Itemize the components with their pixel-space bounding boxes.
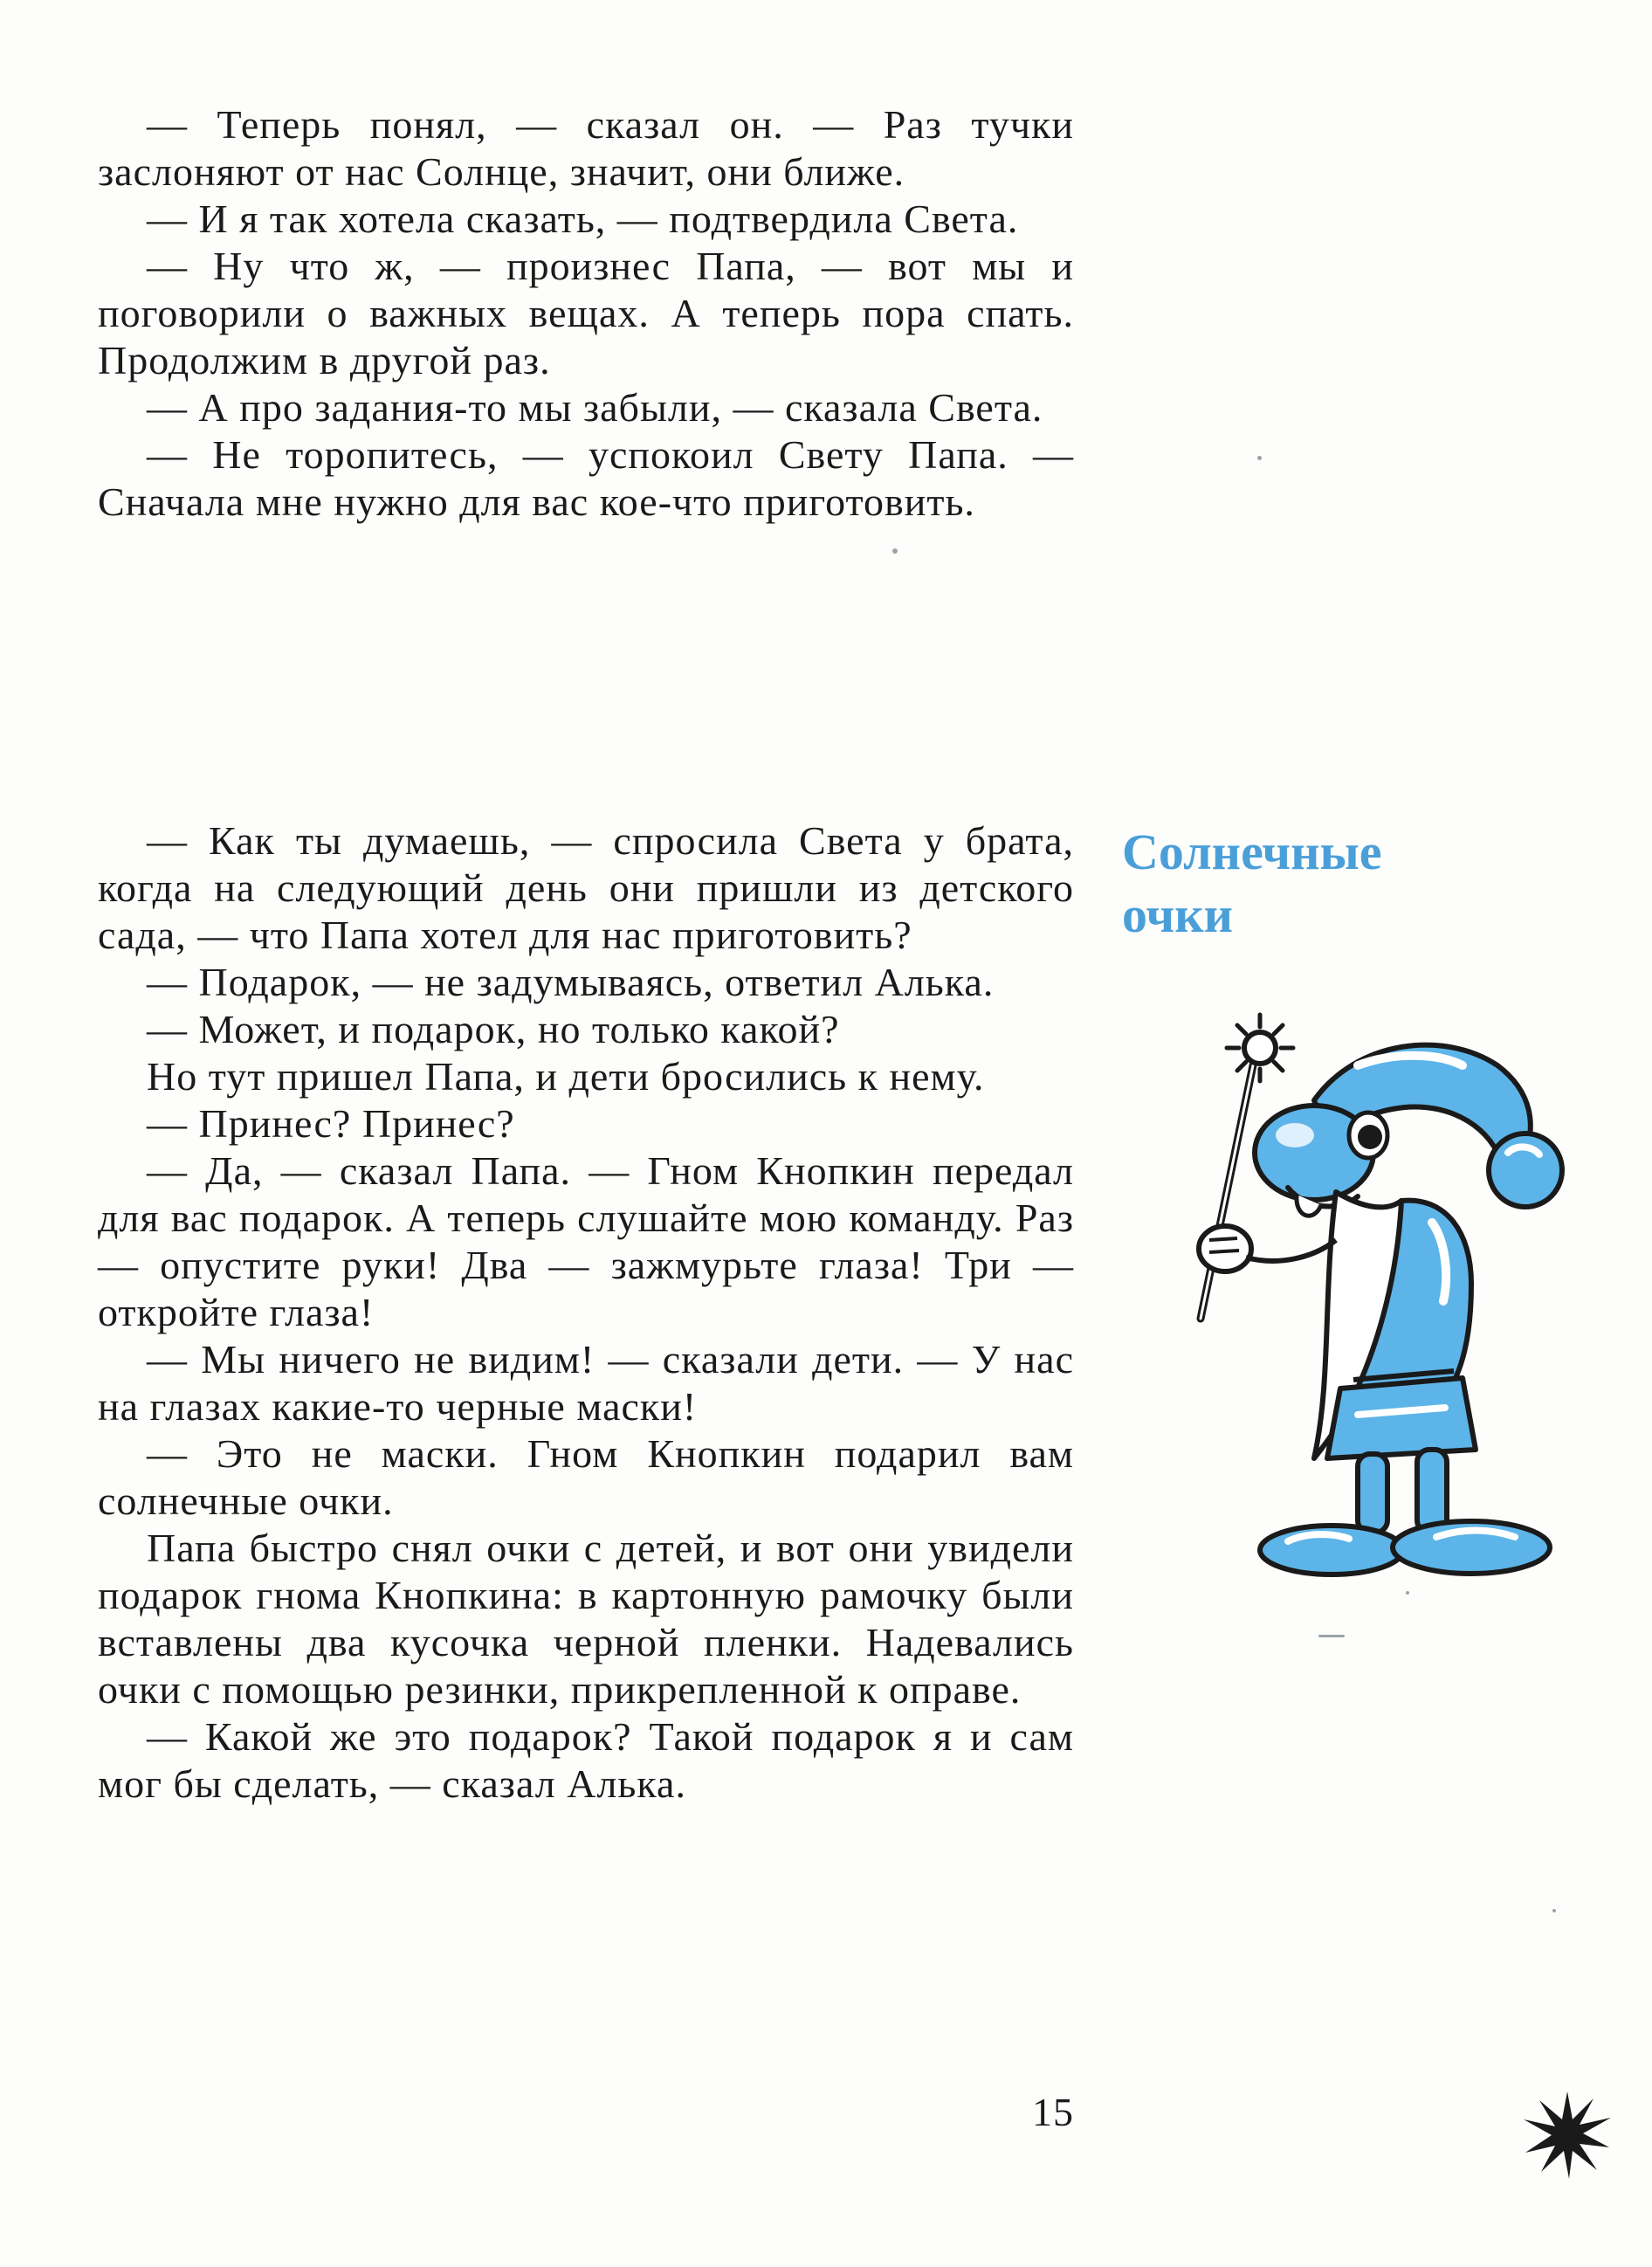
gnome-hand — [1199, 1226, 1251, 1271]
page-number: 15 — [1032, 2090, 1074, 2134]
paragraph: — Принес? Принес? — [147, 1101, 515, 1146]
print-speck — [1257, 456, 1262, 460]
paragraph: — И я так хотела сказать, — подтвердила Света. — [147, 196, 1019, 241]
section-heading-line-2: очки — [1122, 886, 1234, 943]
paragraph: — Не торопитесь, — успокоил Свету Папа. — Сначала мне нужно для вас кое-что приготовить. — [98, 432, 1074, 524]
paragraph: Папа быстро снял очки с детей, и вот они увидели подарок гнома Кнопкина: в картонную рамочку были вставлены два кусочка черной пленки. Надевались очки с помощью резинки, прикрепленной к оправе. — [98, 1526, 1074, 1712]
paragraph: — Может, и подарок, но только какой? — [147, 1007, 840, 1051]
print-speck — [1552, 1909, 1556, 1912]
paragraph: — Мы ничего не видим! — сказали дети. — У нас на глазах какие-то черные маски! — [98, 1337, 1074, 1429]
paragraph: Но тут пришел Папа, и дети бросились к нему. — [147, 1054, 985, 1099]
gnome-leg-right — [1417, 1450, 1447, 1533]
text-block-main — [98, 817, 1074, 1808]
print-speck — [1318, 1635, 1345, 1637]
paragraph: — Теперь понял, — сказал он. — Раз тучки заслоняют от нас Солнце, значит, они ближе. — [98, 102, 1074, 194]
paragraph: — Подарок, — не задумываясь, ответил Алька. — [147, 960, 995, 1004]
gnome-illustration — [1183, 1004, 1576, 1598]
paragraph: — Да, — сказал Папа. — Гном Кнопкин передал для вас подарок. А теперь слушайте мою команду. Раз — опустите руки! Два — зажмурьте глаза! Три — откройте глаза! — [98, 1148, 1074, 1334]
section-heading — [1122, 821, 1506, 947]
section-heading-line-1: Солнечные — [1122, 823, 1382, 880]
paragraph: — Как ты думаешь, — спросила Света у брата, когда на следующий день они пришли из детского сада, — что Папа хотел для нас приготовить? — [98, 818, 1074, 957]
gnome-leg-left — [1358, 1454, 1387, 1533]
print-speck — [892, 548, 898, 554]
paragraph: — А про задания-то мы забыли, — сказала Света. — [147, 385, 1043, 430]
burst-star-icon — [1524, 2091, 1611, 2179]
text-block-top — [98, 101, 1074, 526]
paragraph: — Ну что ж, — произнес Папа, — вот мы и поговорили о важных вещах. А теперь пора спать. Продолжим в другой раз. — [98, 244, 1074, 382]
paragraph: — Это не маски. Гном Кнопкин подарил вам солнечные очки. — [98, 1431, 1074, 1523]
paragraph: — Какой же это подарок? Такой подарок я и сам мог бы сделать, — сказал Алька. — [98, 1714, 1074, 1806]
print-speck — [1406, 1591, 1409, 1595]
